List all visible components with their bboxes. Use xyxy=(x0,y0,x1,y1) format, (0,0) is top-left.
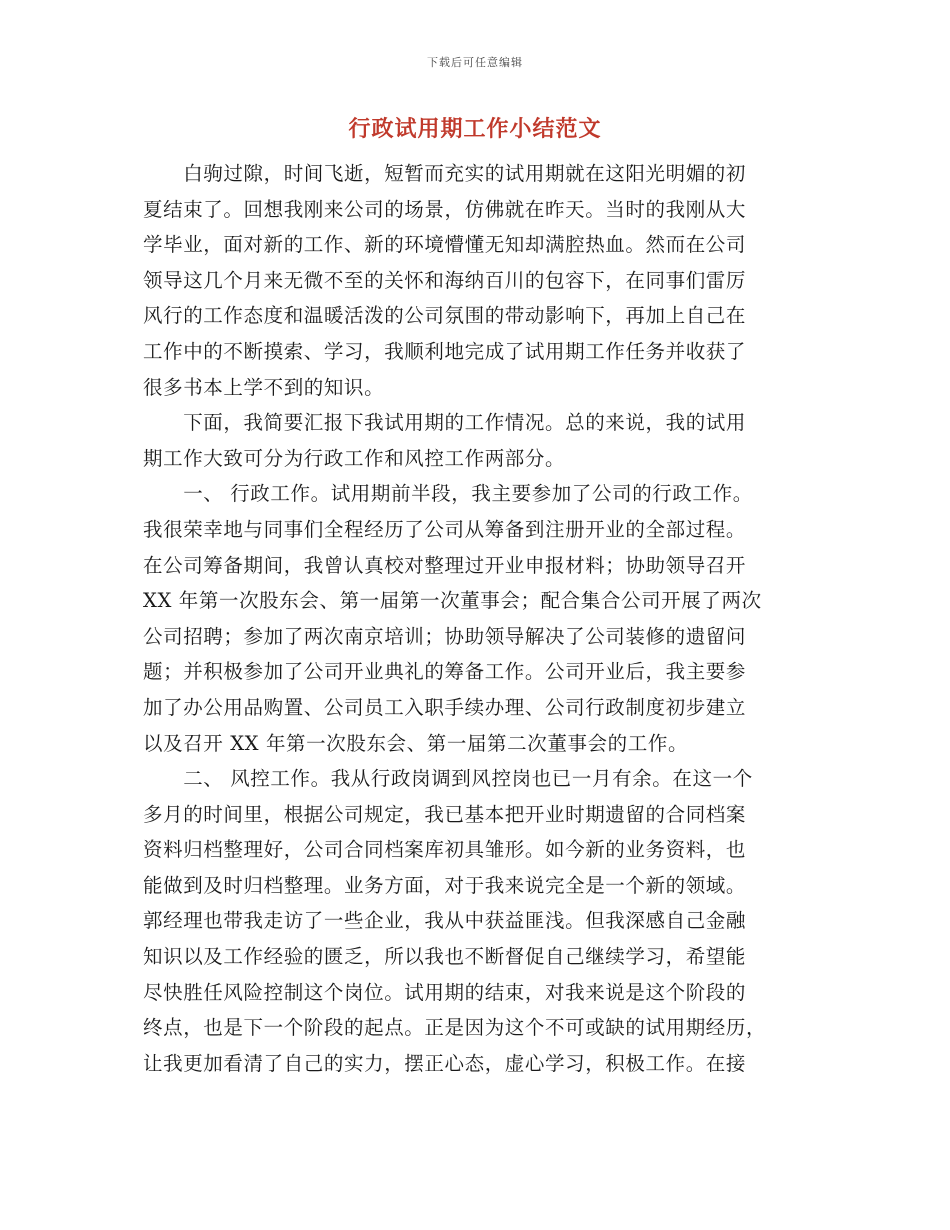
text-line: 题；并积极参加了公司开业典礼的筹备工作。公司开业后，我主要参 xyxy=(143,660,747,684)
text-line: 夏结束了。回想我刚来公司的场景，仿佛就在昨天。当时的我刚从大 xyxy=(143,197,747,221)
text-line: 在公司筹备期间，我曾认真校对整理过开业申报材料；协助领导召开 xyxy=(143,553,747,577)
text-line: 领导这几个月来无微不至的关怀和海纳百川的包容下，在同事们雷厉 xyxy=(143,268,747,292)
text-line: 资料归档整理好，公司合同档案库初具雏形。如今新的业务资料，也 xyxy=(143,838,747,862)
document-title: 行政试用期工作小结范文 xyxy=(348,116,602,142)
text-line: 尽快胜任风险控制这个岗位。试用期的结束，对我来说是这个阶段的 xyxy=(143,980,747,1004)
text-line: 下面，我简要汇报下我试用期的工作情况。总的来说，我的试用 xyxy=(143,411,747,435)
text-line: 学毕业，面对新的工作、新的环境懵懂无知却满腔热血。然而在公司 xyxy=(143,233,747,257)
text-line: 很多书本上学不到的知识。 xyxy=(143,375,385,399)
text-line: 一、 行政工作。试用期前半段，我主要参加了公司的行政工作。 xyxy=(143,482,753,506)
text-line: 以及召开 XX 年第一次股东会、第一届第二次董事会的工作。 xyxy=(143,731,689,755)
text-line: 白驹过隙，时间飞逝，短暂而充实的试用期就在这阳光明媚的初 xyxy=(143,162,747,185)
text-line: 风行的工作态度和温暖活泼的公司氛围的带动影响下，再加上自己在 xyxy=(143,304,747,328)
text-line: 期工作大致可分为行政工作和风控工作两部分。 xyxy=(143,446,566,470)
text-line: 二、 风控工作。我从行政岗调到风控岗也已一月有余。在这一个 xyxy=(143,767,753,791)
text-line: 多月的时间里，根据公司规定，我已基本把开业时期遗留的合同档案 xyxy=(143,802,747,826)
body-text xyxy=(143,156,807,1081)
text-line: 终点，也是下一个阶段的起点。正是因为这个不可或缺的试用期经历， xyxy=(143,1016,767,1040)
text-line: 郭经理也带我走访了一些企业，我从中获益匪浅。但我深感自己金融 xyxy=(143,909,747,933)
text-line: 我很荣幸地与同事们全程经历了公司从筹备到注册开业的全部过程。 xyxy=(143,517,747,541)
text-line: 公司招聘；参加了两次南京培训；协助领导解决了公司装修的遗留问 xyxy=(143,624,747,648)
text-line: 能做到及时归档整理。业务方面，对于我来说完全是一个新的领域。 xyxy=(143,873,747,897)
header-note: 下载后可任意编辑 xyxy=(427,56,523,69)
text-line: 知识以及工作经验的匮乏，所以我也不断督促自己继续学习，希望能 xyxy=(143,945,747,969)
text-line: 加了办公用品购置、公司员工入职手续办理、公司行政制度初步建立 xyxy=(143,695,747,719)
text-line: 工作中的不断摸索、学习，我顺利地完成了试用期工作任务并收获了 xyxy=(143,339,747,363)
text-line: XX 年第一次股东会、第一届第一次董事会；配合集合公司开展了两次 xyxy=(143,589,762,613)
text-line: 让我更加看清了自己的实力，摆正心态，虚心学习，积极工作。在接 xyxy=(143,1051,747,1075)
